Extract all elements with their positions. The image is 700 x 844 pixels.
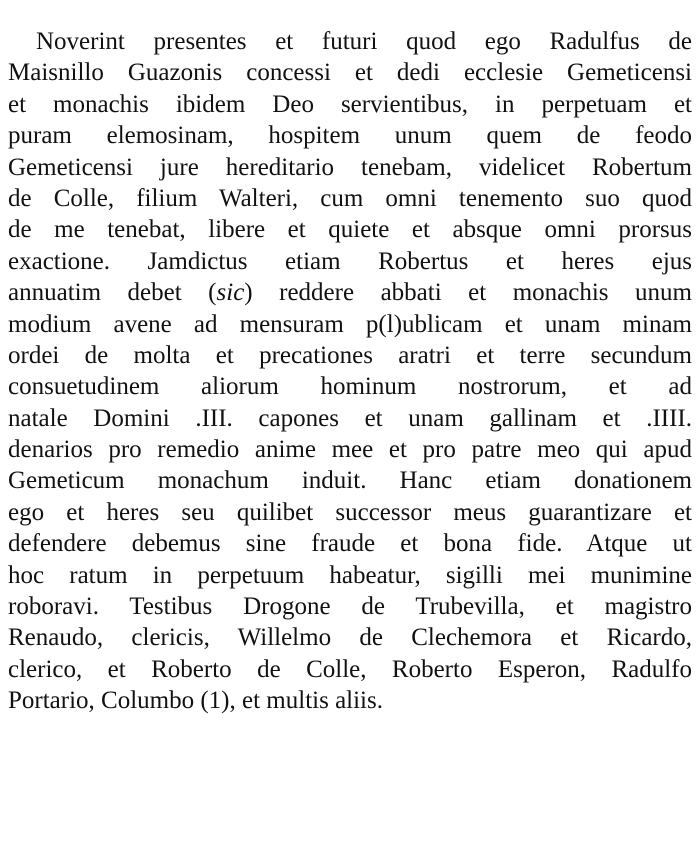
- text-line-9: [8, 277, 692, 308]
- text-line-16: ego et heres seu quilibet successor meus guarantizare et: [8, 498, 692, 526]
- charter-paragraph: [8, 26, 692, 717]
- text-line-20: Renaudo, clericis, Willelmo de Clechemora et Ricardo,: [8, 624, 692, 652]
- text-line-9-start: annuatim debet (: [8, 279, 217, 307]
- text-line-19: roboravi. Testibus Drogone de Trubevilla, et magistro: [8, 593, 692, 621]
- text-line-5: Gemeticensi jure hereditario tenebam, videlicet Robertum: [8, 153, 692, 181]
- text-line-12: consuetudinem aliorum hominum nostrorum, et ad: [8, 373, 692, 401]
- text-line-15: Gemeticum monachum induit. Hanc etiam donationem: [8, 467, 692, 495]
- text-line-21: clerico, et Roberto de Colle, Roberto Esperon, Radulfo: [8, 655, 692, 683]
- text-line-17: defendere debemus sine fraude et bona fide. Atque ut: [8, 530, 692, 558]
- text-line-9-end: ) reddere abbati et monachis unum: [244, 279, 692, 307]
- text-line-4: puram elemosinam, hospitem unum quem de feodo: [8, 122, 692, 150]
- text-line-2: Maisnillo Guazonis concessi et dedi ecclesie Gemeticensi: [8, 59, 692, 87]
- text-line-13: natale Domini .III. capones et unam gallinam et .IIII.: [8, 404, 692, 432]
- text-line-22: Portario, Columbo (1), et multis aliis.: [8, 687, 383, 715]
- sic-italic: sic: [216, 279, 245, 307]
- text-line-1: Noverint presentes et futuri quod ego Radulfus de: [36, 28, 692, 55]
- text-line-7: de me tenebat, libere et quiete et absque omni prorsus: [8, 216, 692, 244]
- text-line-8: exactione. Jamdictus etiam Robertus et heres ejus: [8, 247, 692, 275]
- text-line-3: et monachis ibidem Deo servientibus, in perpetuam et: [8, 90, 692, 118]
- text-line-14: denarios pro remedio anime mee et pro patre meo qui apud: [8, 436, 692, 464]
- text-line-6: de Colle, filium Walteri, cum omni tenemento suo quod: [8, 184, 692, 212]
- text-line-10: modium avene ad mensuram p(l)ublicam et unam minam: [8, 310, 692, 338]
- text-line-18: hoc ratum in perpetuum habeatur, sigilli mei munimine: [8, 561, 692, 589]
- text-line-11: ordei de molta et precationes aratri et terre secundum: [8, 341, 692, 369]
